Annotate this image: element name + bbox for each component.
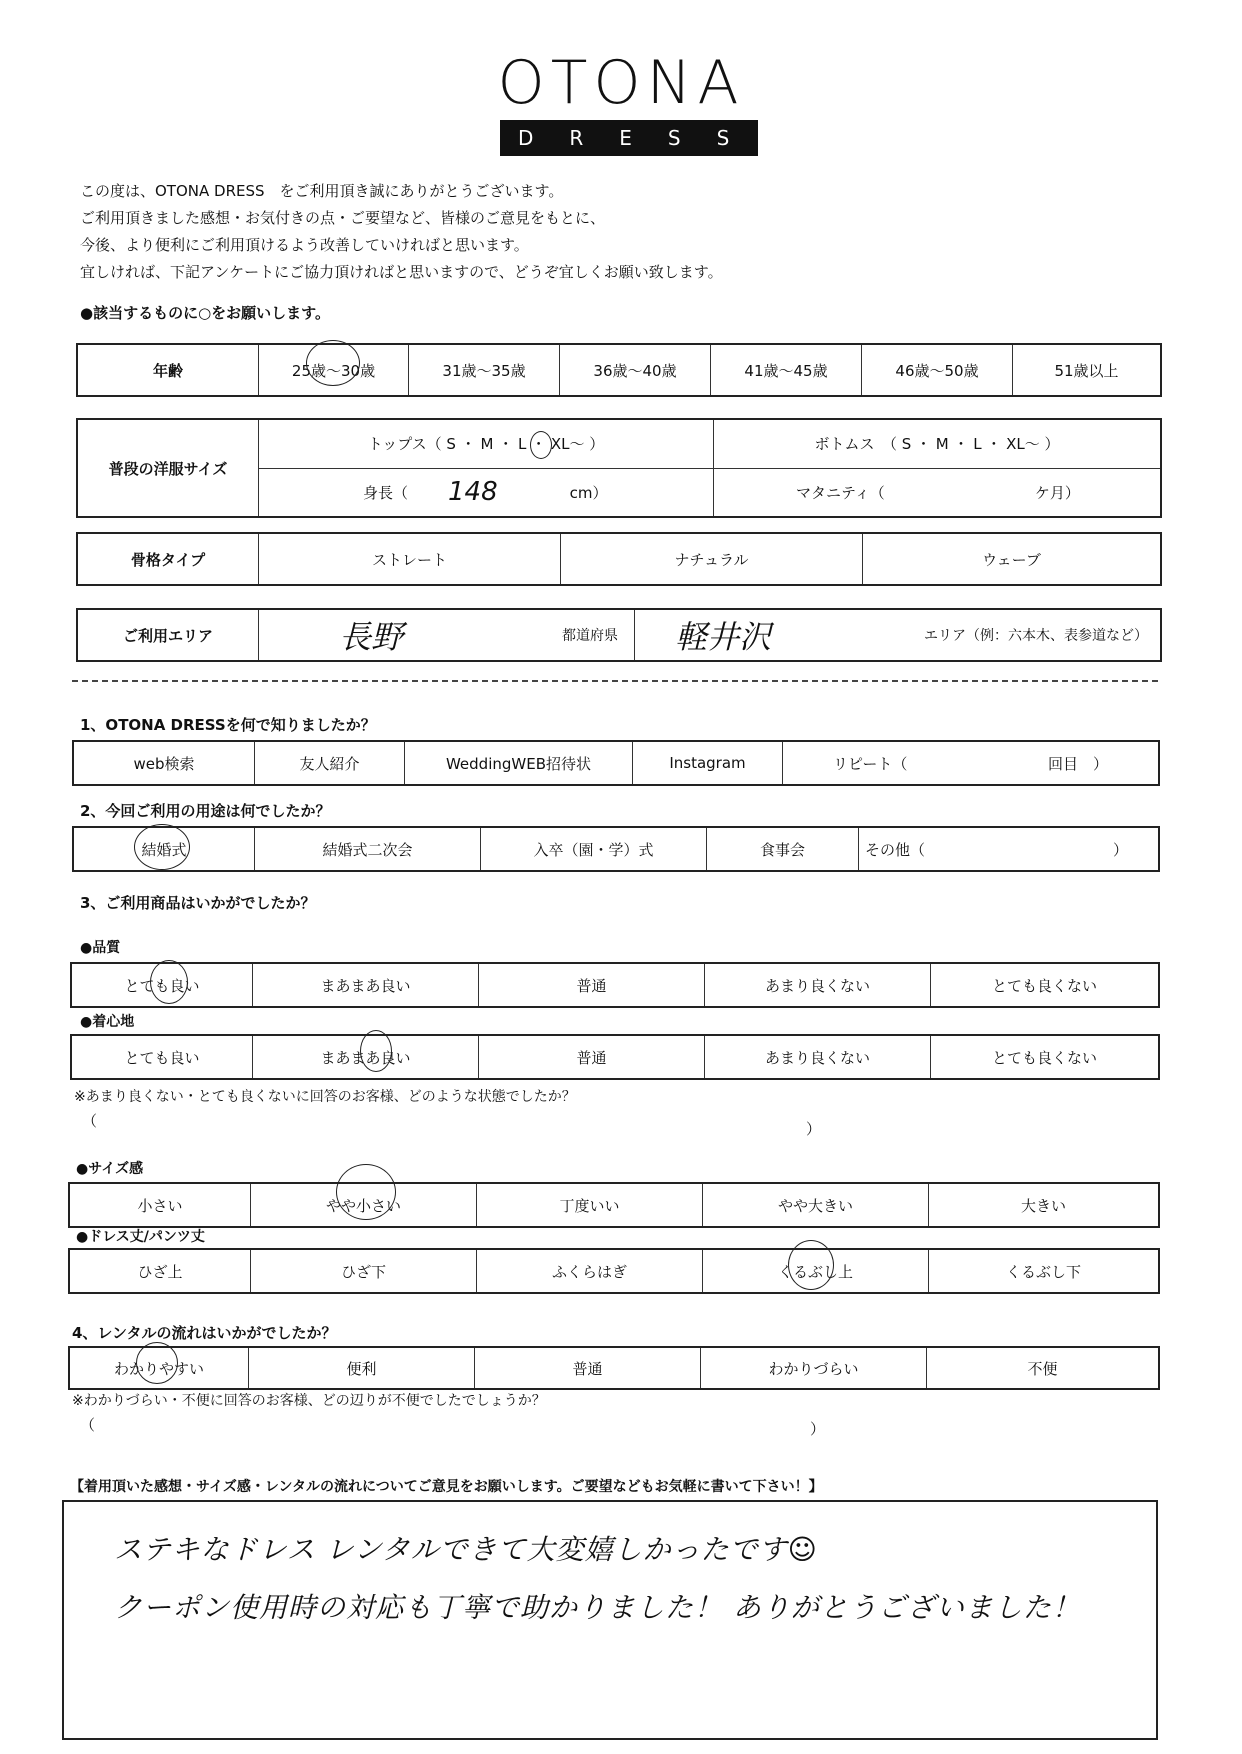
q2-other-label: その他（ [865, 840, 926, 859]
age-option[interactable]: 25歳～30歳 [258, 345, 408, 395]
intro-line: 今後、より便利にご利用頂けるよう改善していければと思います。 [80, 236, 529, 254]
age-option[interactable]: 36歳～40歳 [559, 345, 710, 395]
q1-option[interactable]: WeddingWEB招待状 [404, 742, 632, 784]
quality-option[interactable]: あまり良くない [704, 964, 930, 1006]
q2-row [72, 826, 1160, 872]
size-block [76, 418, 1162, 518]
profile-heading: ●該当するものに○をお願いします。 [80, 304, 330, 322]
comments-box [62, 1500, 1158, 1740]
length-option[interactable]: くるぶし上 [702, 1250, 928, 1292]
prefecture-value: 長野 [339, 618, 404, 656]
prefecture-suffix: 都道府県 [562, 628, 618, 644]
maternity-field[interactable] [713, 469, 1160, 517]
q2-option[interactable]: 結婚式二次会 [254, 828, 480, 870]
intro-line: 宜しければ、下記アンケートにご協力頂ければと思いますので、どうぞ宜しくお願い致します。 [80, 263, 723, 281]
q4-option[interactable]: 普通 [474, 1348, 700, 1388]
q2-option[interactable]: 結婚式 [141, 840, 187, 859]
q3-title: 3、ご利用商品はいかがでしたか？ [80, 894, 316, 912]
fit-option[interactable]: 小さい [137, 1196, 183, 1215]
area-value: 軽井沢 [675, 618, 772, 656]
comfort-option[interactable]: あまり良くない [704, 1036, 930, 1078]
height-value: 148 [448, 477, 498, 508]
q1-title: 1、OTONA DRESSを何で知りましたか？ [80, 716, 376, 734]
comfort-row [70, 1034, 1160, 1080]
selection-circle [336, 1164, 396, 1220]
age-label: 年齢 [152, 361, 183, 380]
comfort-option[interactable]: とても良い [124, 1048, 200, 1067]
frame-row [76, 532, 1162, 586]
length-option[interactable]: ひざ下 [250, 1250, 476, 1292]
selection-circle [530, 431, 552, 459]
brand-logo: OTONA [497, 48, 745, 118]
age-row [76, 343, 1162, 397]
comfort-paren-open: （ [82, 1112, 98, 1130]
comment-line-1: ステキなドレス レンタルできて大変嬉しかったです☺ [114, 1533, 818, 1566]
q1-row [72, 740, 1160, 786]
intro-line: ご利用頂きました感想・お気付きの点・ご要望など、皆様のご意見をもとに、 [80, 209, 606, 227]
q1-repeat-label: リピート（ [833, 754, 908, 773]
q4-option[interactable]: わかりやすい [113, 1359, 204, 1378]
intro-line: この度は、OTONA DRESS をご利用頂き誠にありがとうございます。 [80, 182, 564, 200]
q4-row [68, 1346, 1160, 1390]
brand-logo-sub: DRESS [500, 120, 758, 156]
selection-circle [360, 1030, 392, 1072]
selection-circle [788, 1240, 834, 1290]
fit-option[interactable]: やや大きい [702, 1184, 928, 1226]
bottoms-size[interactable]: ボトムス （ S ・ M ・ L ・ XL～ ） [713, 420, 1160, 468]
q4-title: 4、レンタルの流れはいかがでしたか？ [72, 1324, 337, 1342]
comfort-option[interactable]: とても良くない [930, 1036, 1158, 1078]
length-option[interactable]: くるぶし下 [928, 1250, 1158, 1292]
q2-other-close: ） [1112, 840, 1128, 859]
intro-text [80, 178, 723, 286]
fit-row [68, 1182, 1160, 1228]
q1-repeat-count: 回目 ） [1047, 754, 1108, 773]
q1-option[interactable]: Instagram [632, 742, 782, 784]
q4-option[interactable]: 不便 [926, 1348, 1158, 1388]
comfort-paren-close: ） [806, 1120, 822, 1138]
age-option[interactable]: 46歳～50歳 [861, 345, 1012, 395]
selection-circle [306, 340, 360, 386]
q4-note: ※わかりづらい・不便に回答のお客様、どの辺りが不便でしたでしょうか？ [72, 1393, 546, 1409]
quality-option[interactable]: 普通 [478, 964, 704, 1006]
size-label: 普段の洋服サイズ [108, 459, 228, 478]
quality-label: ●品質 [80, 940, 121, 956]
quality-option[interactable]: まあまあ良い [252, 964, 478, 1006]
height-unit: cm） [569, 483, 608, 502]
length-option[interactable]: ひざ上 [137, 1262, 183, 1281]
q1-option[interactable]: web検索 [133, 754, 195, 773]
length-option[interactable]: ふくらはぎ [476, 1250, 702, 1292]
maternity-unit: ケ月） [1034, 483, 1080, 502]
frame-option[interactable]: ストレート [258, 534, 560, 584]
frame-label: 骨格タイプ [130, 550, 206, 569]
divider [72, 680, 1158, 682]
comfort-label: ●着心地 [80, 1014, 135, 1030]
area-field[interactable] [634, 610, 1160, 660]
selection-circle [136, 1342, 178, 1384]
q4-paren-open: （ [80, 1416, 96, 1434]
fit-option[interactable]: やや小さい [250, 1184, 476, 1226]
q2-option-other[interactable] [858, 828, 1158, 870]
age-option[interactable]: 51歳以上 [1012, 345, 1160, 395]
q4-option[interactable]: 便利 [248, 1348, 474, 1388]
selection-circle [134, 824, 190, 870]
height-label: 身長（ [363, 483, 409, 502]
q1-option[interactable]: 友人紹介 [254, 742, 404, 784]
q4-paren-close: ） [810, 1420, 826, 1438]
fit-option[interactable]: 丁度いい [476, 1184, 702, 1226]
tops-size[interactable]: トップス（ S ・ M ・ L ・ XL～ ） [367, 435, 605, 454]
q2-option[interactable]: 入卒（園・学）式 [480, 828, 706, 870]
frame-option[interactable]: ウェーブ [862, 534, 1160, 584]
selection-circle [150, 960, 188, 1004]
area-label: ご利用エリア [122, 626, 213, 645]
quality-option[interactable]: とても良い [124, 976, 200, 995]
age-option[interactable]: 41歳～45歳 [710, 345, 861, 395]
quality-option[interactable]: とても良くない [930, 964, 1158, 1006]
comments-title: 【着用頂いた感想・サイズ感・レンタルの流れについてご意見をお願いします。ご要望などもお気軽に書いて下さい！】 [70, 1479, 823, 1495]
fit-label: ●サイズ感 [76, 1161, 144, 1177]
area-suffix: エリア（例：六本木、表参道など） [924, 628, 1148, 644]
comfort-option[interactable]: 普通 [478, 1036, 704, 1078]
frame-option[interactable]: ナチュラル [560, 534, 862, 584]
comfort-option[interactable]: まあまあ良い [252, 1036, 478, 1078]
comfort-note: ※あまり良くない・とても良くないに回答のお客様、どのような状態でしたか？ [74, 1089, 576, 1105]
q2-title: 2、今回ご利用の用途は何でしたか？ [80, 802, 331, 820]
quality-row [70, 962, 1160, 1008]
length-label: ●ドレス丈/パンツ丈 [76, 1229, 205, 1245]
length-row [68, 1248, 1160, 1294]
height-field[interactable] [259, 469, 713, 517]
comment-line-2: クーポン使用時の対応も丁寧で助かりました！ ありがとうございました！ [114, 1591, 1081, 1624]
q4-option[interactable]: わかりづらい [700, 1348, 926, 1388]
q1-option-repeat[interactable] [782, 742, 1158, 784]
maternity-label: マタニティ（ [796, 483, 885, 502]
q2-option[interactable]: 食事会 [706, 828, 858, 870]
age-option[interactable]: 31歳～35歳 [408, 345, 559, 395]
fit-option[interactable]: 大きい [928, 1184, 1158, 1226]
prefecture-field[interactable] [258, 610, 634, 660]
area-row [76, 608, 1162, 662]
